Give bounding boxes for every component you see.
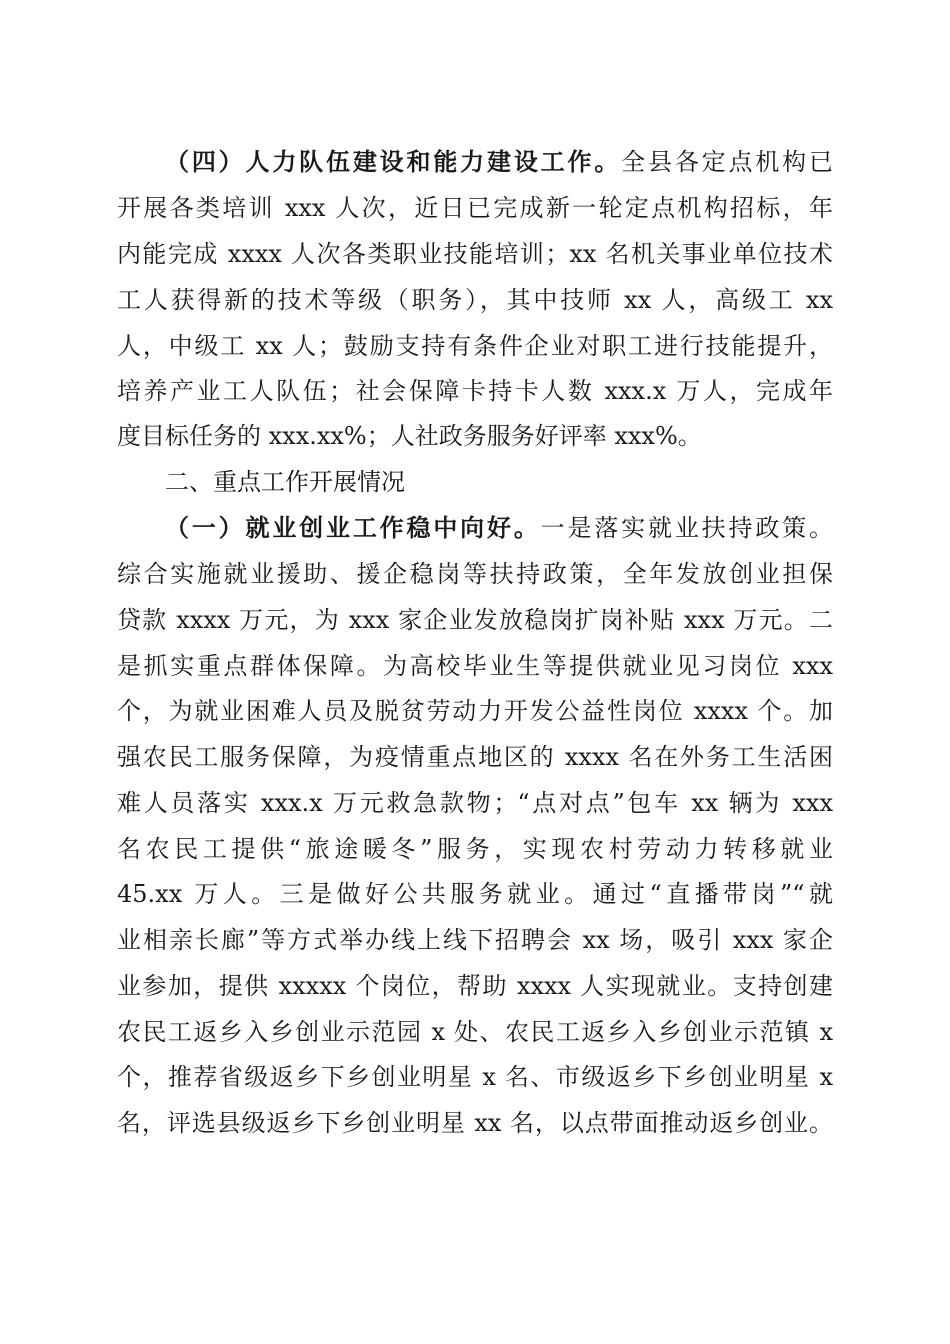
- paragraph-line: 内能完成 xxxx 人次各类职业技能培训；xx 名机关事业单位技术: [117, 240, 833, 268]
- paragraph-line: 度目标任务的 xxx.xx%；人社政务服务好评率 xxx%。: [117, 422, 702, 450]
- paragraph-text: 全县各定点机构已: [621, 148, 834, 176]
- paragraph-line: 个，为就业困难人员及脱贫劳动力开发公益性岗位 xxxx 个。加: [117, 697, 833, 725]
- paragraph-line: [165, 508, 833, 548]
- paragraph-line: 人，中级工 xx 人；鼓励支持有条件企业对职工进行技能提升，: [117, 332, 833, 360]
- paragraph-line: 名农民工提供“旅途暖冬”服务，实现农村劳动力转移就业: [117, 835, 833, 863]
- section-lead: （一）就业创业工作稳中向好。: [165, 513, 541, 542]
- paragraph-line: 培养产业工人队伍；社会保障卡持卡人数 xxx.x 万人，完成年: [117, 377, 833, 405]
- paragraph-line: 难人员落实 xxx.x 万元救急款物；“点对点”包车 xx 辆为 xxx: [117, 789, 833, 817]
- paragraph-line: 强农民工服务保障，为疫情重点地区的 xxxx 名在外务工生活困: [117, 743, 833, 771]
- paragraph-line: 个，推荐省级返乡下乡创业明星 x 名、市级返乡下乡创业明星 x: [117, 1063, 833, 1091]
- paragraph-line: 45.xx 万人。三是做好公共服务就业。通过“直播带岗”“就: [117, 880, 833, 908]
- paragraph-line: 工人获得新的技术等级（职务），其中技师 xx 人，高级工 xx: [117, 286, 833, 314]
- paragraph-line: [165, 142, 833, 182]
- paragraph-line: 名，评选县级返乡下乡创业明星 xx 名，以点带面推动返乡创业。: [117, 1109, 833, 1137]
- paragraph-line: 业参加，提供 xxxxx 个岗位，帮助 xxxx 人实现就业。支持创建: [117, 972, 833, 1000]
- paragraph-text: 一是落实就业扶持政策。: [540, 514, 834, 542]
- section-heading: 二、重点工作开展情况: [165, 468, 405, 496]
- section-lead: （四）人力队伍建设和能力建设工作。: [165, 147, 622, 176]
- paragraph-line: 是抓实重点群体保障。为高校毕业生等提供就业见习岗位 xxx: [117, 652, 833, 680]
- paragraph-line: 农民工返乡入乡创业示范园 x 处、农民工返乡入乡创业示范镇 x: [117, 1018, 833, 1046]
- paragraph-line: 贷款 xxxx 万元，为 xxx 家企业发放稳岗扩岗补贴 xxx 万元。二: [117, 606, 833, 634]
- paragraph-line: 业相亲长廊”等方式举办线上线下招聘会 xx 场，吸引 xxx 家企: [117, 926, 833, 954]
- paragraph-line: 开展各类培训 xxx 人次，近日已完成新一轮定点机构招标，年: [117, 194, 833, 222]
- paragraph-line: 综合实施就业援助、援企稳岗等扶持政策，全年发放创业担保: [117, 560, 833, 588]
